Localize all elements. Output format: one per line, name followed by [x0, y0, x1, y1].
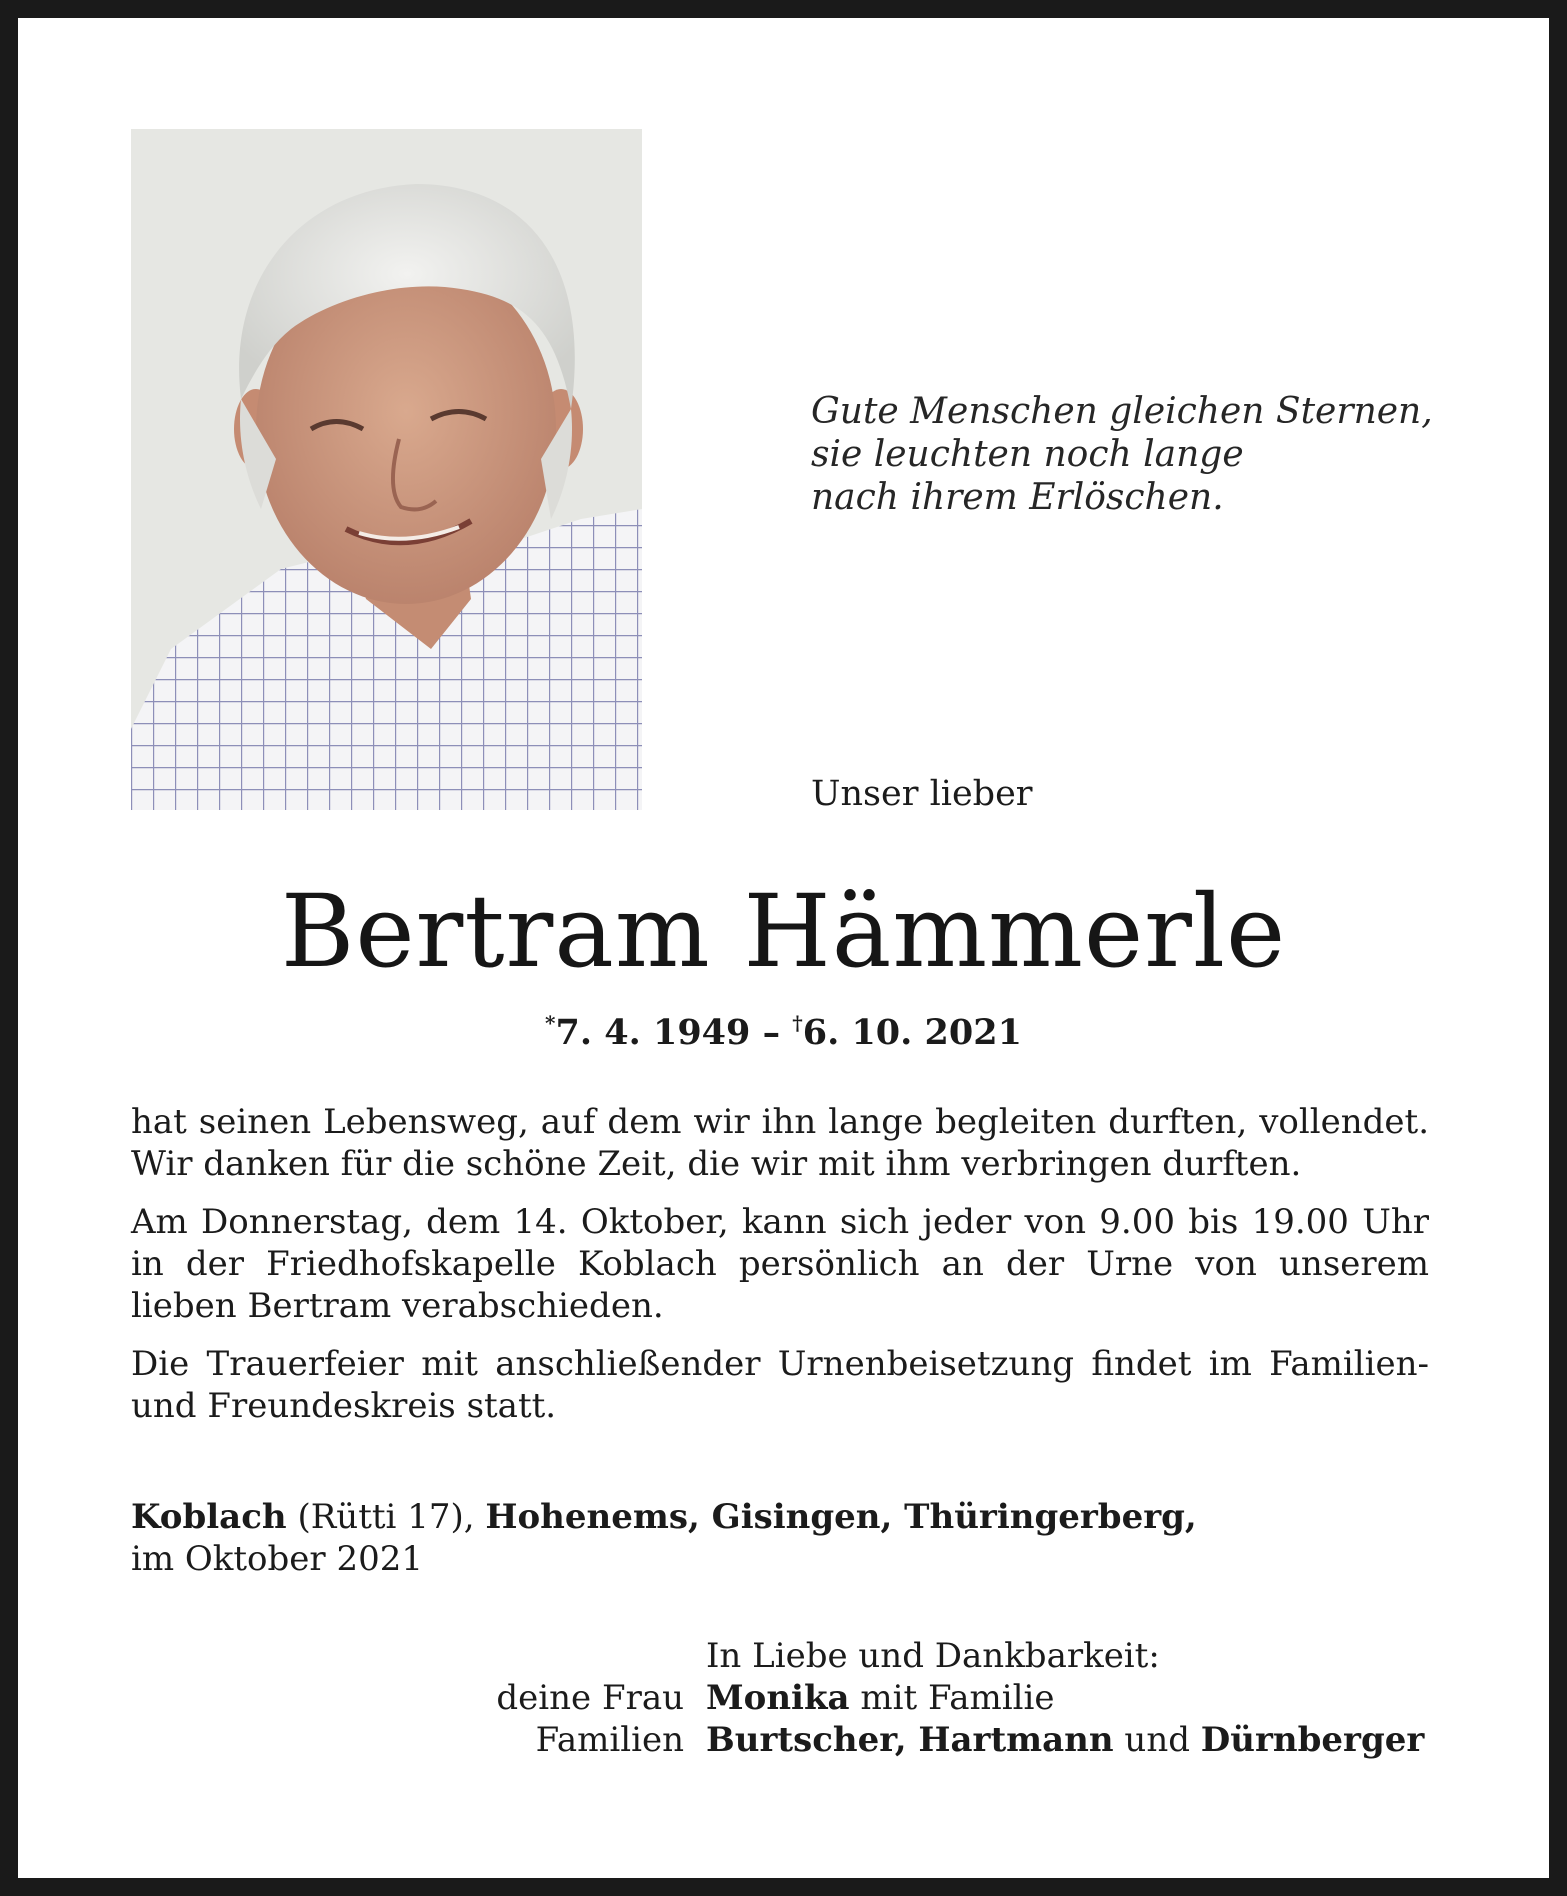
- signature-names: [706, 1719, 1424, 1761]
- obituary-body: [131, 1101, 1429, 1443]
- death-symbol: †: [792, 1011, 803, 1035]
- paragraph: hat seinen Lebensweg, auf dem wir ihn lange begleiten durften, vollendet. Wir danken für die schöne Zeit, die wir mit ihm verbringen durften.: [131, 1102, 1429, 1184]
- paragraph: Am Donnerstag, dem 14. Oktober, kann sich jeder von 9.00 bis 19.00 Uhr in der Friedhofskapelle Koblach persönlich an der Urne von unserem lieben Bertram verabschieden.: [131, 1202, 1429, 1326]
- signature-relation: Familien: [535, 1720, 684, 1760]
- place-others: Hohenems, Gisingen, Thüringerberg,: [485, 1497, 1197, 1537]
- signer-name: Dürnberger: [1200, 1720, 1425, 1760]
- birth-symbol: *: [545, 1011, 556, 1035]
- place-and-date: [131, 1496, 1197, 1580]
- portrait-photo: [131, 129, 642, 810]
- obituary-page: [18, 18, 1549, 1878]
- place-date: im Oktober 2021: [131, 1539, 424, 1579]
- portrait-illustration: [131, 129, 642, 810]
- quote-line: nach ihrem Erlöschen.: [811, 477, 1224, 518]
- quote-line: sie leuchten noch lange: [811, 434, 1244, 475]
- place-address: (Rütti 17),: [297, 1497, 475, 1537]
- deceased-name: Bertram Hämmerle: [280, 873, 1287, 990]
- place-town: Koblach: [131, 1497, 287, 1537]
- birth-date: 7. 4. 1949: [555, 1012, 751, 1053]
- signer-name: Burtscher, Hartmann: [706, 1720, 1114, 1760]
- signer-text: und: [1113, 1720, 1201, 1760]
- date-separator: –: [762, 1012, 781, 1053]
- intro-text: Unser lieber: [811, 774, 1033, 814]
- paragraph: Die Trauerfeier mit anschließender Urnenbeisetzung findet im Familien- und Freundeskreis statt.: [131, 1344, 1429, 1426]
- quote: [811, 390, 1433, 519]
- death-date: 6. 10. 2021: [802, 1012, 1022, 1053]
- signer-name: Monika: [706, 1678, 850, 1718]
- signature-names: [706, 1677, 1054, 1719]
- signature-relation: deine Frau: [496, 1678, 684, 1718]
- life-dates: [18, 1001, 1549, 1055]
- signature-intro: In Liebe und Dankbarkeit:: [706, 1636, 1160, 1676]
- quote-line: Gute Menschen gleichen Sternen,: [811, 391, 1433, 432]
- signer-text: mit Familie: [849, 1678, 1055, 1718]
